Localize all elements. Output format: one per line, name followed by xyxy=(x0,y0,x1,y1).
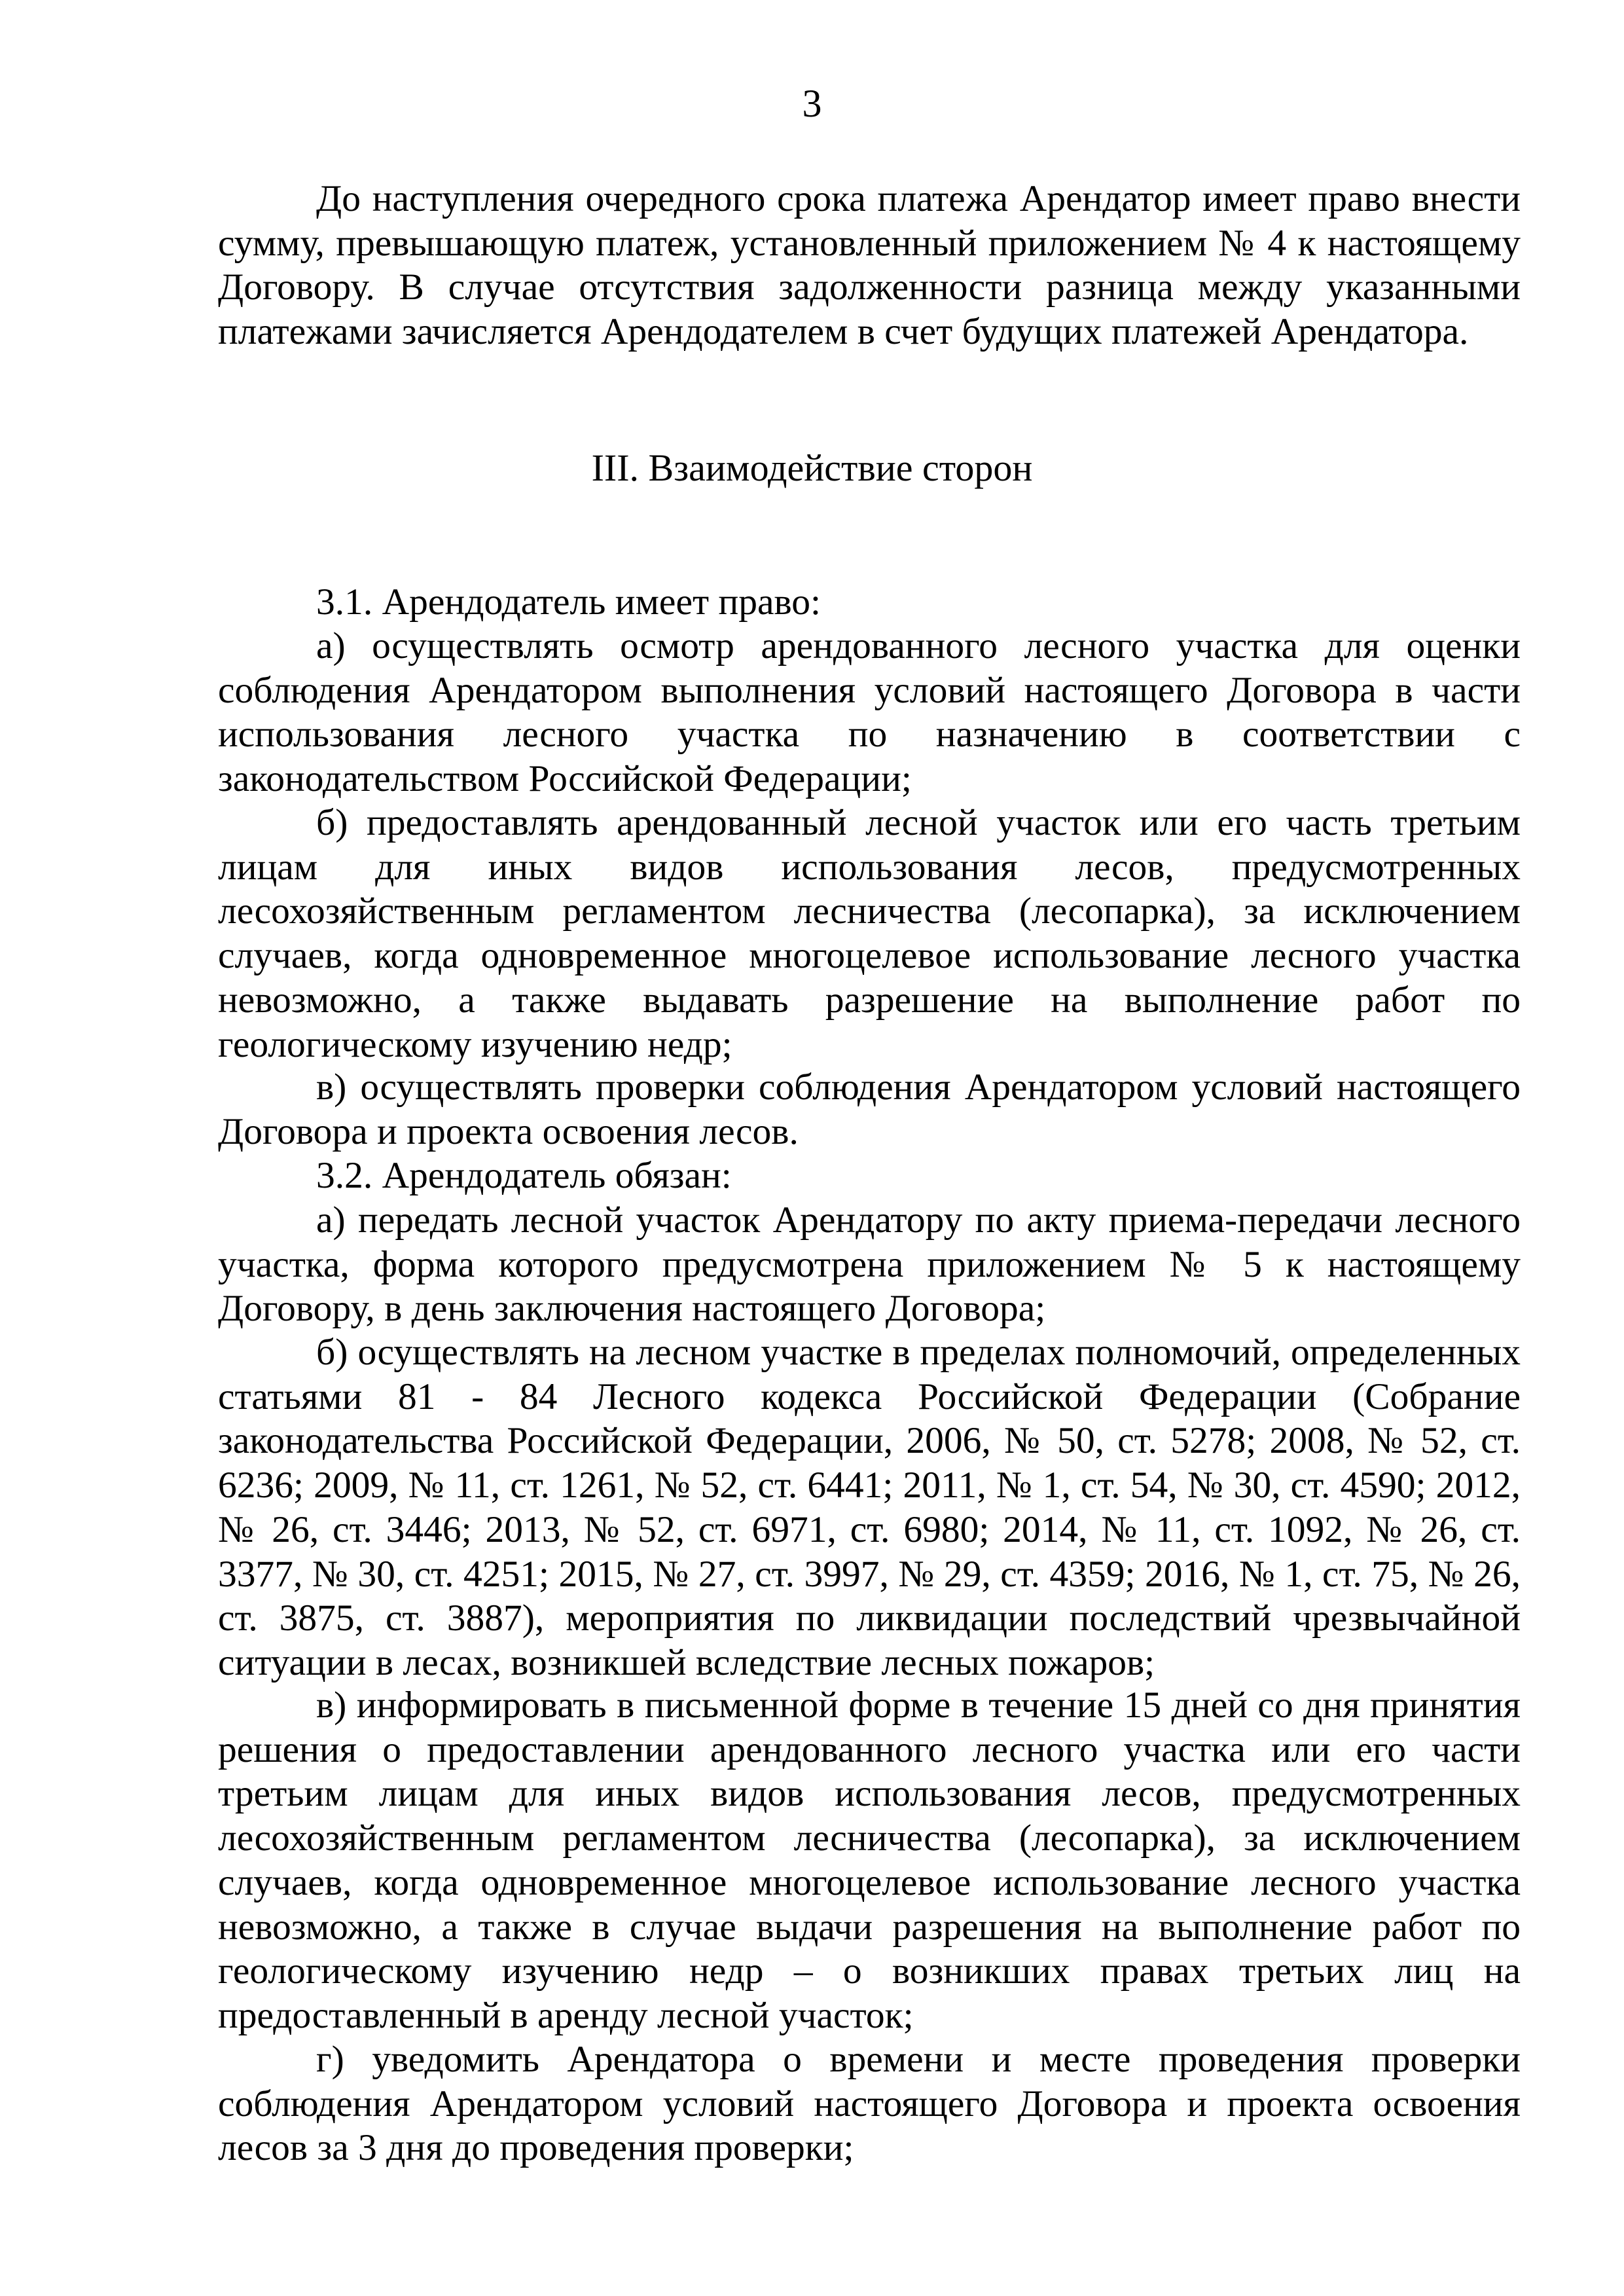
clause-3-2-item-v: в) информировать в письменной форме в течение 15 дней со дня принятия решения о предоставлении арендованного лесного участка или его части третьим лицам для иных видов использования лесов, предусмотренных лесохозяйственным регламентом лесничества (лесопарка), за исключением случаев, когда одновременное многоцелевое использование лесного участка невозможно, а также в случае выдачи разрешения на выполнение работ по геологическому изучению недр – о возникших правах третьих лиц на предоставленный в аренду лесной участок; xyxy=(218,1685,1521,2036)
clause-3-2-item-g: г) уведомить Арендатора о времени и месте проведения проверки соблюдения Арендатором условий настоящего Договора и проекта освоения лесов за 3 дня до проведения проверки; xyxy=(218,2039,1521,2169)
clause-3-2-heading: 3.2. Арендодатель обязан: xyxy=(316,1155,732,1196)
clause-3-1-item-b: б) предоставлять арендованный лесной участок или его часть третьим лицам для иных видов использования лесов, предусмотренных лесохозяйственным регламентом лесничества (лесопарка), за исключением случаев, когда одновременное многоцелевое использование лесного участка невозможно, а также выдавать разрешение на выполнение работ по геологическому изучению недр; xyxy=(218,802,1521,1065)
clause-3-2-item-a: а) передать лесной участок Арендатору по акту приема-передачи лесного участка, форма которого предусмотрена приложением № 5 к настоящему Договору, в день заключения настоящего Договора; xyxy=(218,1199,1521,1330)
clause-3-2-item-b: б) осуществлять на лесном участке в пределах полномочий, определенных статьями 81 - 84 Лесного кодекса Российской Федерации (Собрание законодательства Российской Федерации, 2006, № 50, ст. 5278; 2008, № 52, ст. 6236; 2009, № 11, ст. 1261, № 52, ст. 6441; 2011, № 1, ст. 54, № 30, ст. 4590; 2012, № 26, ст. 3446; 2013, № 52, ст. 6971, ст. 6980; 2014, № 11, ст. 1092, № 26, ст. 3377, № 30, ст. 4251; 2015, № 27, ст. 3997, № 29, ст. 4359; 2016, № 1, ст. 75, № 26, ст. 3875, ст. 3887), мероприятия по ликвидации последствий чрезвычайной ситуации в лесах, возникшей вследствие лесных пожаров; xyxy=(218,1332,1521,1683)
clause-3-1-item-a: а) осуществлять осмотр арендованного лесного участка для оценки соблюдения Арендатором выполнения условий настоящего Договора в части использования лесного участка по назначению в соответствии с законодательством Российской Федерации; xyxy=(218,625,1521,800)
payment-paragraph: До наступления очередного срока платежа Арендатор имеет право внести сумму, превышающую платеж, установленный приложением № 4 к настоящему Договору. В случае отсутствия задолженности разница между указанными платежами зачисляется Арендодателем в счет будущих платежей Арендатора. xyxy=(218,178,1521,353)
page-number: 3 xyxy=(802,82,822,125)
clause-3-1-heading: 3.1. Арендодатель имеет право: xyxy=(316,581,821,623)
clause-3-1-item-v: в) осуществлять проверки соблюдения Арендатором условий настоящего Договора и проекта освоения лесов. xyxy=(218,1066,1521,1152)
section-heading: III. Взаимодействие сторон xyxy=(591,446,1033,489)
